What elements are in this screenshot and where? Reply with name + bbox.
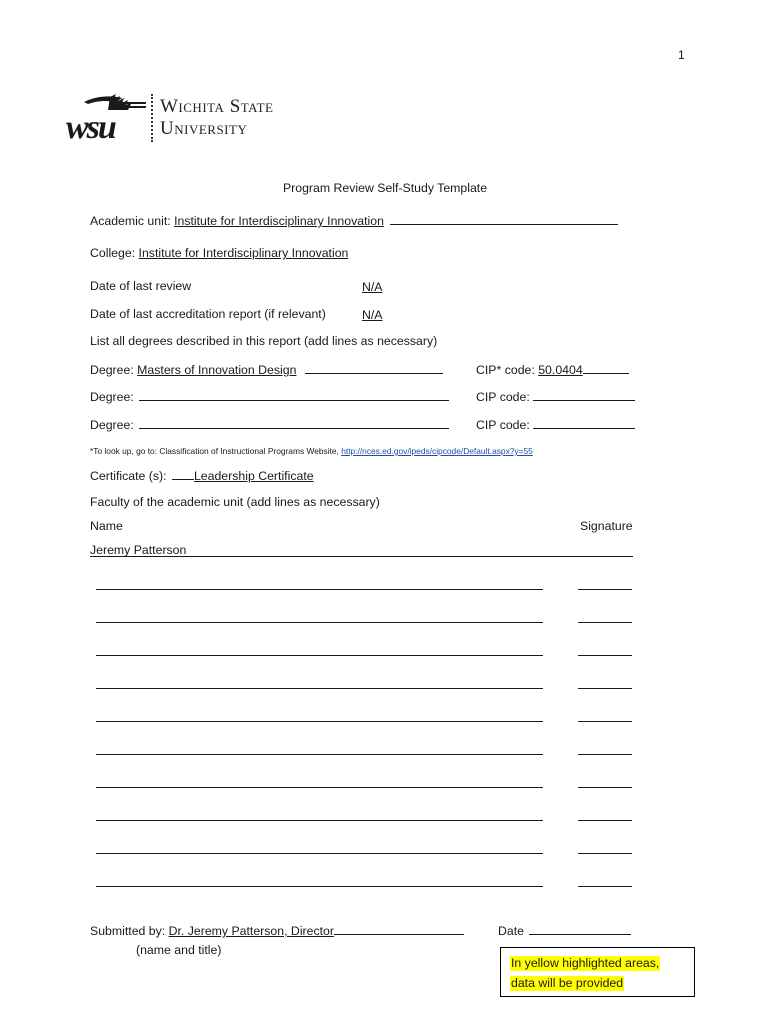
faculty-signature-blank[interactable] (578, 820, 632, 821)
college-row (90, 246, 348, 261)
university-name-line2: University (160, 118, 248, 139)
faculty-signature-blank[interactable] (578, 622, 632, 623)
degree-row-2 (90, 389, 449, 405)
university-name (160, 96, 273, 140)
university-name-line1: Wichita State (160, 96, 274, 117)
faculty-name-value[interactable]: Jeremy Patterson (90, 543, 187, 557)
degree-label: Degree: (90, 363, 134, 377)
faculty-row (96, 677, 632, 693)
last-accreditation-value[interactable]: N/A (362, 308, 383, 322)
date-label: Date (498, 924, 524, 938)
last-accreditation-label: Date of last accreditation report (if relevant) (90, 307, 326, 321)
faculty-name-blank[interactable] (96, 820, 543, 821)
faculty-row (96, 743, 632, 759)
document-title: Program Review Self-Study Template (282, 181, 488, 195)
submitted-by-row (90, 923, 464, 939)
cip-blank[interactable] (533, 389, 635, 401)
submitted-by-caption: (name and title) (136, 943, 222, 957)
degrees-heading: List all degrees described in this report (add lines as necessary) (90, 334, 438, 348)
submitted-by-blank[interactable] (334, 923, 464, 935)
faculty-name-blank[interactable] (96, 721, 543, 722)
cip-blank[interactable] (533, 417, 635, 429)
certificate-label: Certificate (s): (90, 469, 167, 483)
faculty-signature-blank[interactable] (578, 853, 632, 854)
degree-blank[interactable] (139, 389, 449, 401)
highlight-note-line2: data will be provided (511, 976, 624, 990)
cip-note (90, 446, 533, 457)
academic-unit-row (90, 213, 618, 229)
faculty-row (96, 578, 632, 594)
faculty-signature-blank[interactable] (578, 787, 632, 788)
cip-row-3 (476, 417, 635, 433)
faculty-name-blank[interactable] (96, 688, 543, 689)
faculty-name-blank[interactable] (96, 655, 543, 656)
certificate-row (90, 468, 314, 484)
faculty-row (96, 776, 632, 792)
faculty-signature-header: Signature (580, 519, 633, 533)
cip-label: CIP* code: (476, 363, 535, 377)
cip-value[interactable]: 50.0404 (538, 363, 583, 377)
date-blank[interactable] (529, 923, 631, 935)
faculty-name-blank[interactable] (96, 853, 543, 854)
faculty-name-blank[interactable] (96, 589, 543, 590)
academic-unit-value[interactable]: Institute for Interdisciplinary Innovation (174, 214, 384, 228)
certificate-value[interactable]: Leadership Certificate (193, 469, 314, 483)
faculty-row (96, 611, 632, 627)
college-value[interactable]: Institute for Interdisciplinary Innovation (138, 246, 349, 260)
degree-blank[interactable] (139, 417, 449, 429)
cip-row-1 (476, 362, 629, 378)
faculty-signature-blank[interactable] (578, 754, 632, 755)
submitted-by-label: Submitted by: (90, 924, 166, 938)
certificate-blank[interactable] (172, 468, 194, 480)
faculty-first-underline (90, 556, 633, 557)
faculty-row (96, 644, 632, 660)
cip-blank[interactable] (583, 362, 629, 374)
submitted-by-value[interactable]: Dr. Jeremy Patterson, Director (168, 924, 334, 938)
last-review-value[interactable]: N/A (362, 280, 383, 294)
faculty-signature-blank[interactable] (578, 886, 632, 887)
academic-unit-blank[interactable] (390, 213, 618, 225)
cip-website-link[interactable]: http://nces.ed.gov/ipeds/cipcode/Default.aspx?y=55 (341, 446, 533, 456)
faculty-name-blank[interactable] (96, 886, 543, 887)
degree-label: Degree: (90, 418, 134, 432)
faculty-row (96, 875, 632, 891)
date-row (498, 923, 631, 939)
page-number: 1 (678, 48, 685, 62)
faculty-signature-blank[interactable] (578, 589, 632, 590)
faculty-name-blank[interactable] (96, 787, 543, 788)
faculty-row (96, 710, 632, 726)
degree-label: Degree: (90, 390, 134, 404)
faculty-name-blank[interactable] (96, 754, 543, 755)
faculty-row (96, 842, 632, 858)
degree-row-1 (90, 362, 443, 378)
faculty-name-blank[interactable] (96, 622, 543, 623)
faculty-row (96, 809, 632, 825)
degree-value[interactable]: Masters of Innovation Design (137, 363, 297, 377)
college-label: College: (90, 246, 136, 260)
faculty-signature-blank[interactable] (578, 721, 632, 722)
cip-label: CIP code: (476, 418, 530, 432)
faculty-signature-blank[interactable] (578, 688, 632, 689)
faculty-name-header: Name (90, 519, 123, 533)
svg-text:wsu: wsu (66, 109, 115, 146)
academic-unit-label: Academic unit: (90, 214, 171, 228)
last-review-label: Date of last review (90, 279, 192, 293)
logo-divider (151, 94, 153, 142)
faculty-signature-blank[interactable] (578, 655, 632, 656)
cip-note-text: *To look up, go to: Classification of Instructional Programs Website, (90, 446, 339, 456)
faculty-heading: Faculty of the academic unit (add lines as necessary) (90, 495, 380, 509)
degree-row-3 (90, 417, 449, 433)
cip-row-2 (476, 389, 635, 405)
cip-label: CIP code: (476, 390, 530, 404)
highlight-note-box (500, 947, 695, 997)
degree-blank[interactable] (305, 362, 443, 374)
highlight-note-line1: In yellow highlighted areas, (511, 956, 660, 970)
